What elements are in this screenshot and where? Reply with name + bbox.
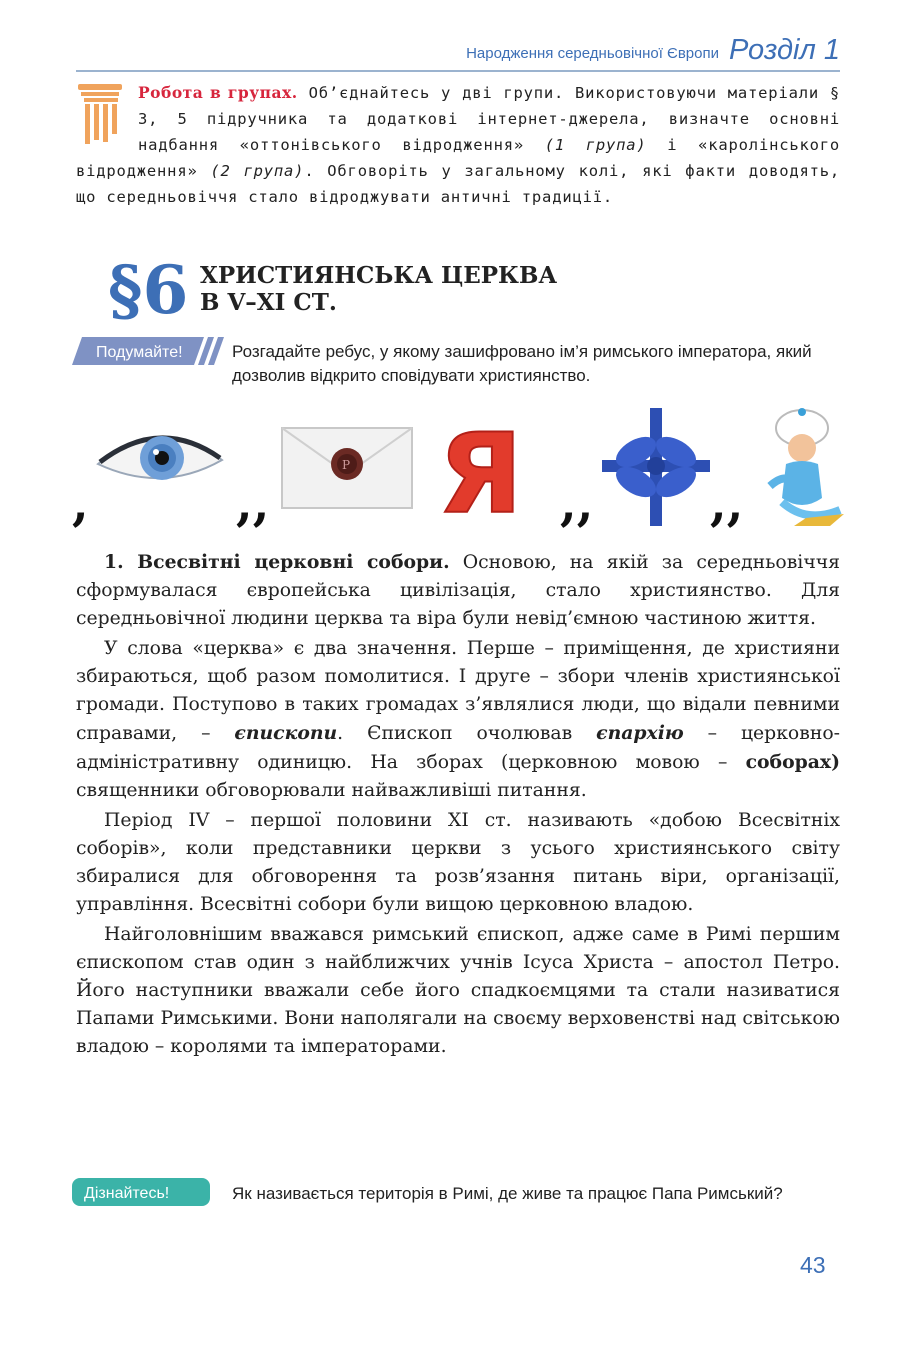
- rebus-puzzle: [70, 402, 850, 532]
- subsection-heading: 1. Всесвітні церковні собори.: [104, 551, 450, 573]
- section-title: [200, 262, 557, 316]
- group-work-text-b: і «каролінського відродження»: [76, 136, 840, 180]
- envelope-icon: [282, 428, 412, 508]
- page-header: [76, 28, 840, 72]
- ribbon-bow-icon: [602, 408, 710, 526]
- chapter-label: Розділ 1: [729, 34, 840, 66]
- rebus-quote-2: ,,: [236, 476, 270, 532]
- paragraph-2-text-c: – церковно-адміністративну одиницю. На зборах (церковною мовою –: [76, 723, 840, 773]
- rebus-quote-3: ,,: [560, 476, 594, 532]
- section-title-line2: В V–XI СТ.: [200, 289, 337, 316]
- envelope-seal-text: P: [342, 458, 351, 472]
- rebus-letter: Я: [438, 410, 523, 532]
- paragraph-2-text-d: священники обговорювали найважливіші питання.: [76, 780, 587, 801]
- eye-icon: [98, 436, 222, 480]
- term-eparchy: єпархію: [596, 722, 684, 744]
- term-bishops: єпископи: [234, 722, 338, 744]
- genie-icon: [770, 408, 844, 526]
- learn-prompt: Як називається територія в Римі, де живе та працює Папа Римський?: [232, 1184, 783, 1203]
- section-title-line1: ХРИСТИЯНСЬКА ЦЕРКВА: [200, 262, 558, 289]
- section-number: §6: [108, 251, 189, 329]
- page-number: 43: [800, 1252, 826, 1278]
- think-badge-label: Подумайте!: [96, 344, 183, 361]
- think-prompt: Розгадайте ребус, у якому зашифровано ім’я римського імператора, який дозволив відкрито сповідувати християнство.: [232, 342, 812, 385]
- paragraph-3: Період IV – першої половини XI ст. називають «добою Всесвітніх соборів», коли представники церкви з усього християнського світу збиралися для обговорення та розв’язання питань віри, організації, управління. Всесвітні собори були вищою церковною владою.: [76, 810, 840, 915]
- paragraph-2-text-b: . Єпископ очолював: [337, 723, 597, 744]
- think-badge: [72, 337, 228, 365]
- paragraph-4: Найголовнішим вважався римський єпископ, адже саме в Римі першим єпископом став один з найближчих учнів Ісуса Христа – апостол Петро. Його наступники вважали себе його спадкоємцями та стали називатися Папами Римськими. Вони наполягали на своєму верховенстві над світською владою – королями та імператорами.: [76, 924, 840, 1057]
- group-work-text-c: . Обговоріть у загальному колі, які факти доводять, що середньовіччя стало відроджувати античні традиції.: [76, 162, 840, 206]
- group-one-label: (1 група): [544, 136, 647, 154]
- paragraph-2-text-a: У слова «церква» є два значення. Перше – приміщення, де християни збираються, щоб разом помолитися. І друге – збори членів християнської громади. Поступово в таких громадах з’являлися люди, що відали певними справами, –: [76, 638, 840, 744]
- group-work-label: Робота в групах.: [138, 83, 298, 102]
- paragraph-1-text: Основою, на якій за середньовіччя сформувалася європейська цивілізація, стало християнство. Для середньовічної людини церква та віра були невід’ємною частиною життя.: [76, 552, 840, 629]
- group-work-task: [76, 80, 840, 210]
- group-work-text-a: Об’єднайтесь у дві групи. Використовуючи матеріали § 3, 5 підручника та додаткові інтернет-джерела, визначте основні надбання «оттонівського відродження»: [138, 84, 840, 154]
- learn-badge: [72, 1178, 212, 1208]
- term-councils: соборах): [745, 751, 840, 773]
- group-two-label: (2 група): [210, 162, 305, 180]
- paragraph-1: [76, 548, 840, 633]
- running-title: Народження середньовічної Європи: [466, 45, 719, 62]
- learn-badge-label: Дізнайтесь!: [84, 1185, 170, 1202]
- main-text: [76, 548, 840, 1063]
- rebus-quote-4: ,,: [710, 476, 744, 532]
- rebus-comma-1: ,: [72, 476, 89, 532]
- paragraph-2: [76, 635, 840, 805]
